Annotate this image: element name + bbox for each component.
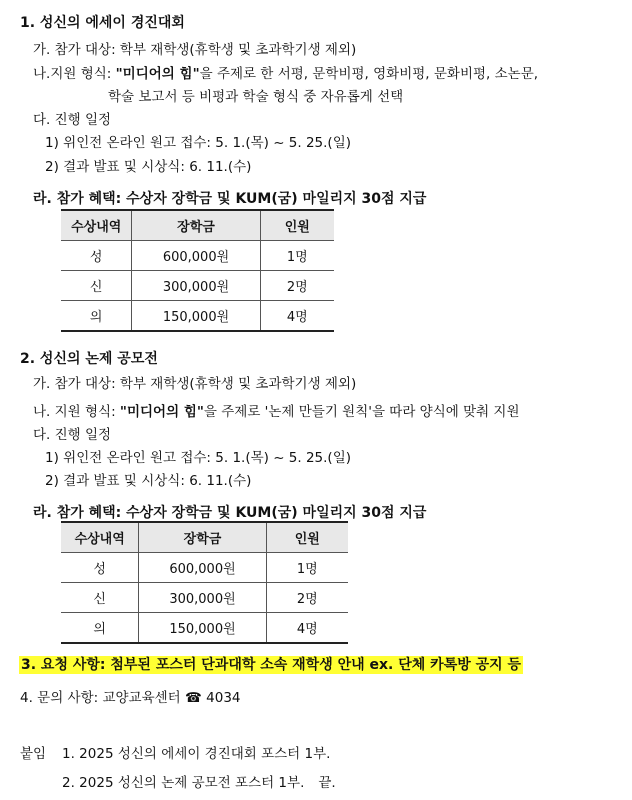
s1-sched2: 2) 결과 발표 및 시상식: 6. 11.(수) (45, 159, 252, 175)
s2-r2-count: 4명 (266, 613, 348, 644)
s1-r0-count: 1명 (260, 241, 334, 271)
s1-schedule: 다. 진행 일정 (33, 112, 112, 128)
s1-form (33, 62, 538, 82)
s1-sched1: 1) 위인전 온라인 원고 접수: 5. 1.(목) ~ 5. 25.(일) (45, 135, 352, 151)
inquiry-label: 4. 문의 사항: 교양교육센터 (20, 690, 186, 706)
phone-icon: ☎ (185, 690, 202, 706)
s2-sched1: 1) 위인전 온라인 원고 접수: 5. 1.(목) ~ 5. 25.(일) (45, 450, 352, 466)
s1-r1-amount: 300,000원 (132, 271, 260, 301)
s2-r2-award: 의 (61, 613, 139, 644)
s1-r2-award: 의 (61, 301, 132, 332)
s2-r0-amount: 600,000원 (139, 553, 266, 583)
table-row (61, 583, 348, 613)
attachment-item-2-text: 2. 2025 성신의 논제 공모전 포스터 1부. (62, 775, 305, 791)
s2-header-award: 수상내역 (61, 522, 139, 553)
s2-r2-amount: 150,000원 (139, 613, 266, 644)
s1-header-award: 수상내역 (61, 210, 132, 241)
attachment-item-2 (62, 771, 336, 791)
inquiry-line (20, 686, 241, 706)
s2-form-pre: 나. 지원 형식: (33, 404, 120, 420)
s1-r2-amount: 150,000원 (132, 301, 260, 332)
s2-award-table (61, 521, 348, 644)
s1-form-pre: 나.지원 형식: (33, 66, 116, 82)
s1-header-scholarship: 장학금 (132, 210, 260, 241)
request-line (19, 654, 523, 674)
s1-form-post: 을 주제로 한 서평, 문학비평, 영화비평, 문화비평, 소논문, (199, 66, 539, 82)
section1-title: 1. 성신의 에세이 경진대회 (20, 15, 185, 31)
section2-title: 2. 성신의 논제 공모전 (20, 351, 158, 367)
s1-r1-award: 신 (61, 271, 132, 301)
table-row (61, 553, 348, 583)
s2-schedule: 다. 진행 일정 (33, 427, 112, 443)
attachment-item-1: 1. 2025 성신의 에세이 경진대회 포스터 1부. (62, 746, 331, 762)
s2-r0-count: 1명 (266, 553, 348, 583)
s1-form-cont: 학술 보고서 등 비평과 학술 형식 중 자유롭게 선택 (108, 89, 404, 105)
table-row (61, 613, 348, 644)
s2-r0-award: 성 (61, 553, 139, 583)
s2-form-bold: "미디어의 힘" (119, 404, 204, 420)
s2-form (33, 400, 520, 420)
s1-r0-award: 성 (61, 241, 132, 271)
s2-r1-count: 2명 (266, 583, 348, 613)
s1-r1-count: 2명 (260, 271, 334, 301)
s2-form-post: 을 주제로 '논제 만들기 원칙'을 따라 양식에 맞춰 지원 (203, 404, 520, 420)
end-mark: 끝. (318, 775, 336, 791)
s1-award-table (61, 209, 334, 332)
table-row (61, 301, 334, 332)
s1-header-count: 인원 (260, 210, 334, 241)
inquiry-number: 4034 (201, 690, 241, 706)
s1-form-bold: "미디어의 힘" (115, 66, 200, 82)
request-text: 3. 요청 사항: 첨부된 포스터 단과대학 소속 재학생 안내 ex. 단체 카톡방 공지 등 (21, 657, 522, 673)
s2-r1-award: 신 (61, 583, 139, 613)
s1-r0-amount: 600,000원 (132, 241, 260, 271)
s1-r2-count: 4명 (260, 301, 334, 332)
s2-header-scholarship: 장학금 (139, 522, 266, 553)
s2-r1-amount: 300,000원 (139, 583, 266, 613)
s2-sched2: 2) 결과 발표 및 시상식: 6. 11.(수) (45, 473, 252, 489)
table-row (61, 271, 334, 301)
table-row (61, 241, 334, 271)
s2-header-count: 인원 (266, 522, 348, 553)
s2-target: 가. 참가 대상: 학부 재학생(휴학생 및 초과학기생 제외) (33, 376, 357, 392)
s1-target: 가. 참가 대상: 학부 재학생(휴학생 및 초과학기생 제외) (33, 42, 357, 58)
s1-benefit: 라. 참가 혜택: 수상자 장학금 및 KUM(굼) 마일리지 30점 지급 (33, 191, 427, 207)
attachment-label: 붙임 (20, 746, 47, 762)
s2-benefit: 라. 참가 혜택: 수상자 장학금 및 KUM(굼) 마일리지 30점 지급 (33, 505, 427, 521)
